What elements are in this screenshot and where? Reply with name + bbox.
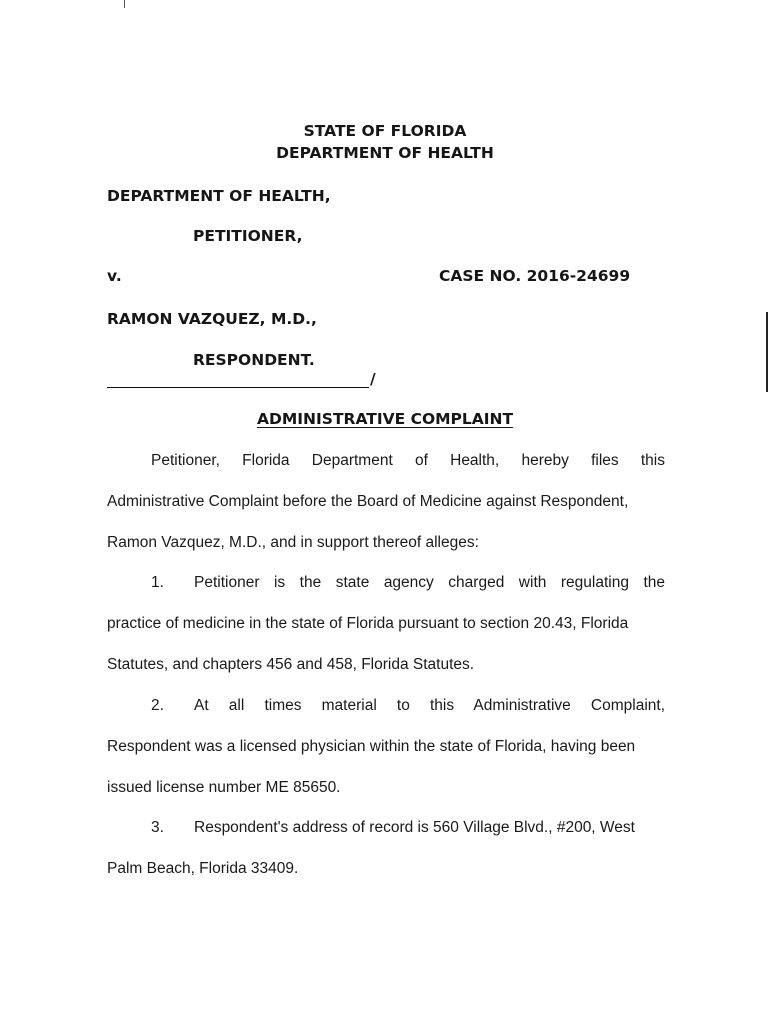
paragraph-number: 3. <box>151 819 164 836</box>
petitioner-name: DEPARTMENT OF HEALTH, <box>107 187 331 205</box>
paragraph-1-line-2: practice of medicine in the state of Florida pursuant to section 20.43, Florida <box>107 615 629 632</box>
versus: v. <box>107 267 122 285</box>
caption-rule <box>107 387 369 388</box>
caption-slash: / <box>370 370 376 388</box>
header-department: DEPARTMENT OF HEALTH <box>276 144 494 162</box>
paragraph-2-line-1: At all times material to this Administrative Complaint, <box>194 697 665 714</box>
paragraph-3-line-1: Respondent's address of record is 560 Village Blvd., #200, West <box>194 819 635 836</box>
case-number: CASE NO. 2016-24699 <box>439 267 631 285</box>
paragraph-2-line-2: Respondent was a licensed physician within the state of Florida, having been <box>107 738 636 755</box>
document-title: ADMINISTRATIVE COMPLAINT <box>257 410 514 428</box>
scan-artifact-top <box>124 0 125 8</box>
intro-line-1: Petitioner, Florida Department of Health, hereby files this <box>151 452 665 469</box>
paragraph-2-line-3: issued license number ME 85650. <box>107 779 341 796</box>
respondent-name: RAMON VAZQUEZ, M.D., <box>107 310 317 328</box>
petitioner-role: PETITIONER, <box>193 227 303 245</box>
header-state: STATE OF FLORIDA <box>303 122 467 140</box>
intro-line-2: Administrative Complaint before the Board of Medicine against Respondent, <box>107 493 629 510</box>
paragraph-3-line-2: Palm Beach, Florida 33409. <box>107 860 299 877</box>
paragraph-1-line-3: Statutes, and chapters 456 and 458, Florida Statutes. <box>107 656 475 673</box>
paragraph-number: 2. <box>151 697 164 714</box>
intro-line-3: Ramon Vazquez, M.D., and in support thereof alleges: <box>107 534 479 551</box>
paragraph-1-line-1: Petitioner is the state agency charged with regulating the <box>194 574 665 591</box>
scan-artifact-edge <box>766 312 768 392</box>
paragraph-number: 1. <box>151 574 164 591</box>
respondent-role: RESPONDENT. <box>193 351 315 369</box>
